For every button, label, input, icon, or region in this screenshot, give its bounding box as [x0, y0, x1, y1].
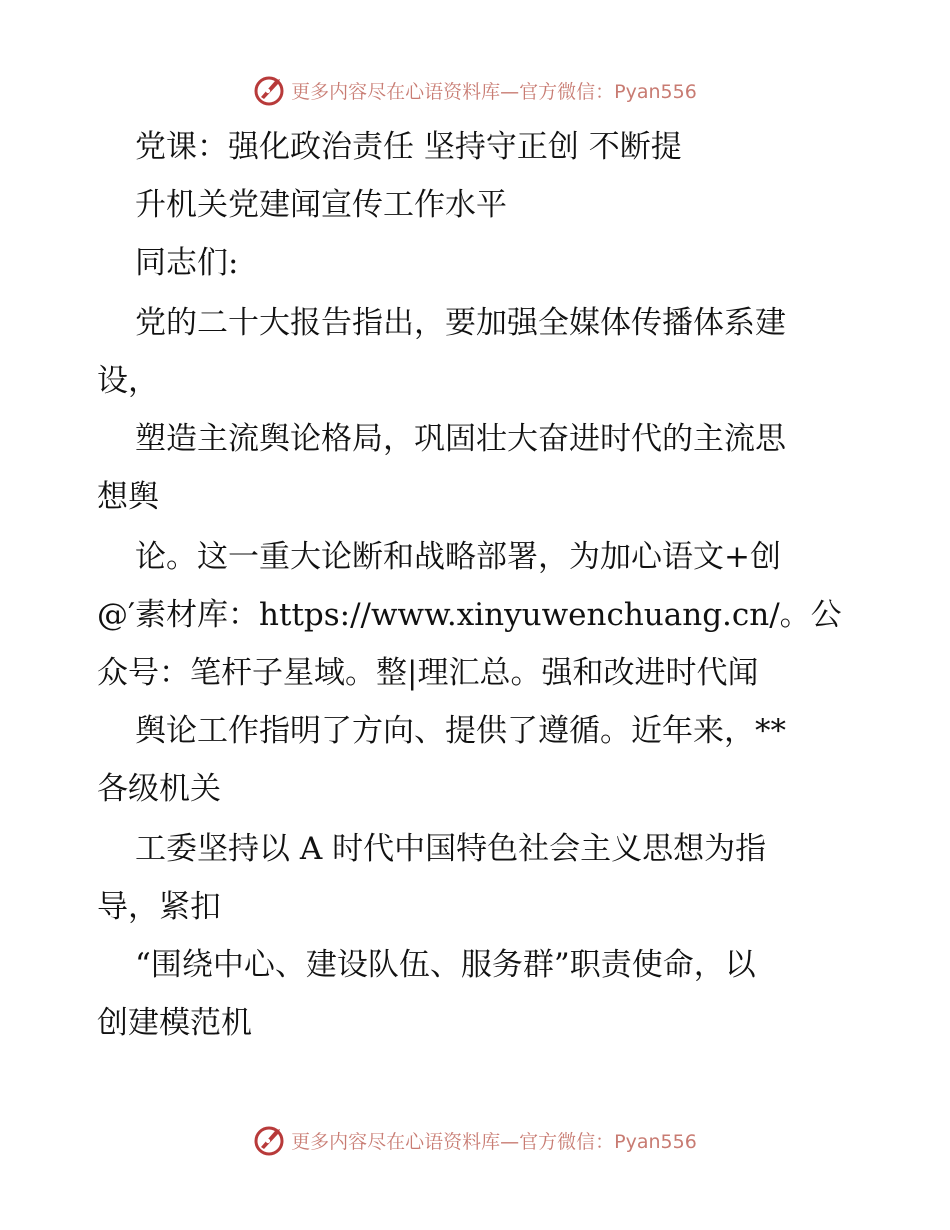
- paragraph-line: 舆论工作指明了方向、提供了遵循。近年来，**: [135, 713, 786, 749]
- paragraph-line: 设，: [97, 363, 159, 399]
- header-watermark-text: 更多内容尽在心语资料库—官方微信：Pyan556: [291, 80, 697, 103]
- paragraph-line: “围绕中心、建设队伍、服务群”职责使命，以: [135, 947, 756, 983]
- paragraph-line: 工委坚持以 A 时代中国特色社会主义思想为指: [135, 831, 767, 867]
- paragraph-line: 众号：笔杆子星域。整|理汇总。强和改进时代闻: [97, 655, 759, 691]
- paragraph-line: 导，紧扣: [97, 889, 221, 925]
- paragraph-line: @′素材库：https://www.xinyuwenchuang.cn/。公: [97, 597, 842, 633]
- footer-watermark-text: 更多内容尽在心语资料库—官方微信：Pyan556: [291, 1130, 697, 1153]
- salutation: 同志们:: [135, 245, 239, 281]
- paragraph-line: 创建模范机: [97, 1005, 252, 1041]
- paragraph-line: 塑造主流舆论格局，巩固壮大奋进时代的主流思: [135, 421, 786, 457]
- paragraph-line: 各级机关: [97, 771, 221, 807]
- footer-watermark-banner: [0, 1120, 950, 1160]
- paragraph-line: 论。这一重大论断和战略部署，为加心语文+创: [135, 539, 781, 575]
- paragraph-line: 想舆: [97, 479, 159, 515]
- paragraph-line: 党的二十大报告指出，要加强全媒体传播体系建: [135, 305, 786, 341]
- document-title-line-1: 党课：强化政治责任 坚持守正创 不断提: [135, 129, 682, 165]
- pen-nib-logo-icon: [253, 1123, 287, 1157]
- document-title-line-2: 升机关党建闻宣传工作水平: [135, 187, 507, 223]
